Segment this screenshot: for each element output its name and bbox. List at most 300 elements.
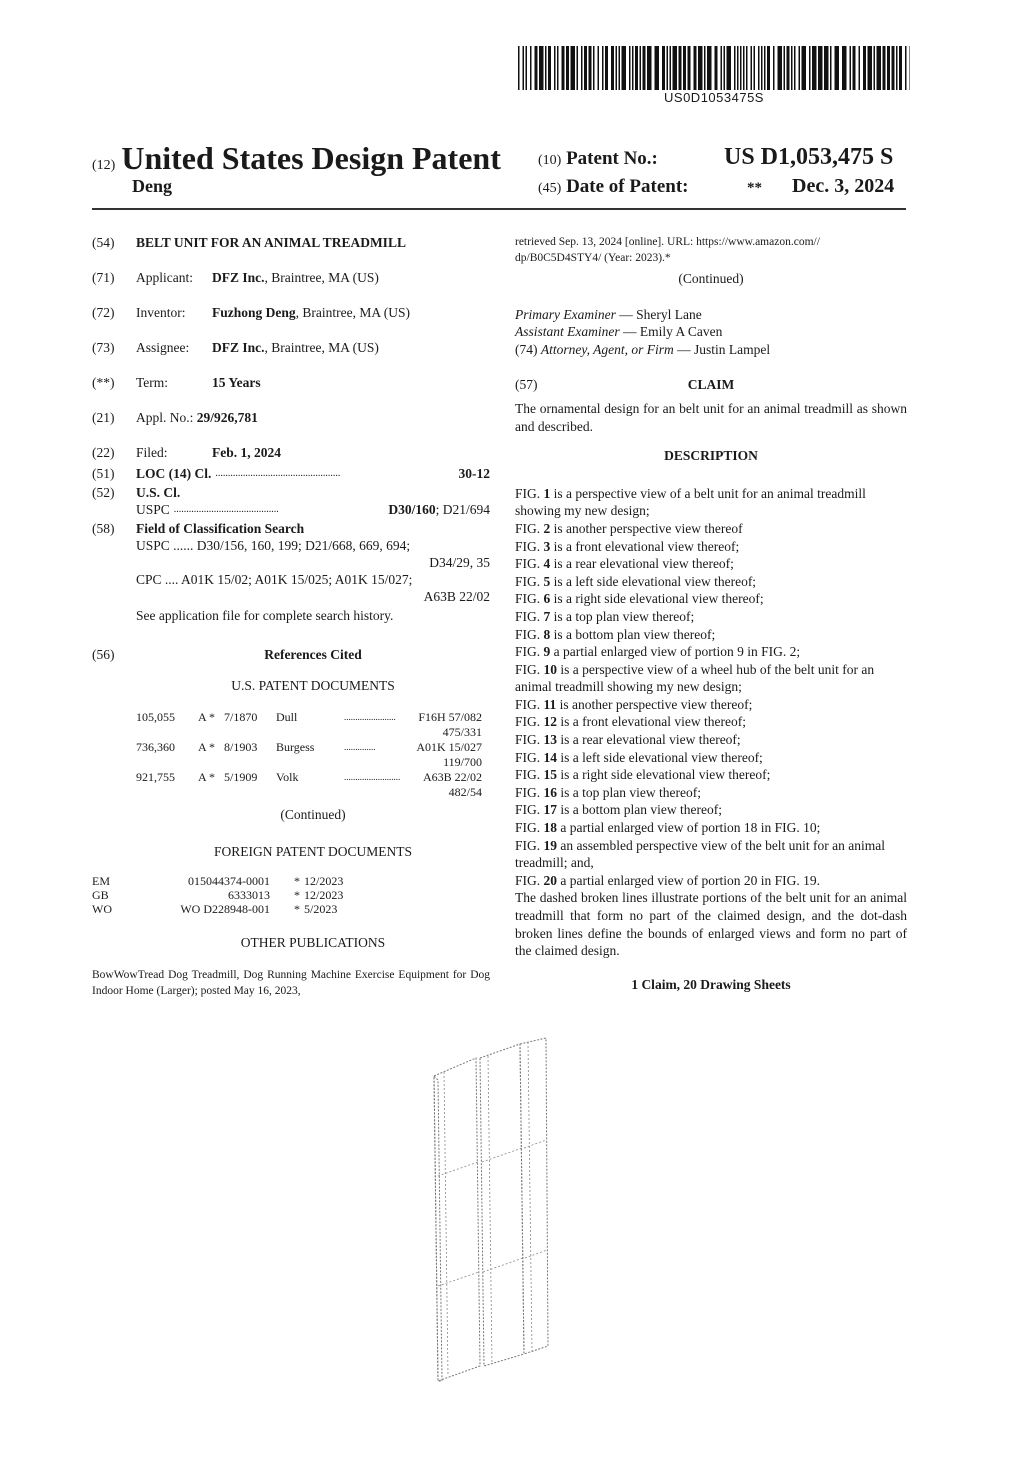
barcode-bar <box>746 46 748 90</box>
fig-prefix: FIG. <box>515 872 544 888</box>
figure-description <box>515 713 907 731</box>
fig-number: 16 <box>543 784 558 800</box>
figure-description <box>515 643 907 661</box>
code-45: (45) <box>538 181 562 196</box>
barcode-bar <box>812 46 817 90</box>
barcode-bar <box>778 46 783 90</box>
citation-marker: * <box>294 902 300 916</box>
barcode-bar <box>535 46 538 90</box>
assignee-location: , Braintree, MA (US) <box>264 340 379 355</box>
barcode-bar <box>616 46 618 90</box>
country-code: WO <box>92 902 112 916</box>
fig-number: 3 <box>543 538 551 554</box>
applicant-name: DFZ Inc. <box>212 270 265 285</box>
belt-inner-line <box>488 1056 492 1364</box>
barcode-bar <box>724 46 726 90</box>
barcode-bar <box>554 46 556 90</box>
doc-class-secondary: 119/700 <box>443 755 482 769</box>
loc-label: LOC (14) Cl. <box>136 466 212 481</box>
field-code: (73) <box>92 340 115 355</box>
loc-field <box>92 465 490 482</box>
other-publications-continued: (Continued) <box>678 271 744 286</box>
figure-description <box>515 784 907 802</box>
us-patent-doc-row <box>136 710 482 725</box>
fig-prefix: FIG. <box>515 802 544 818</box>
fig-number: 12 <box>543 714 558 730</box>
barcode-number: US0D1053475S <box>664 90 764 105</box>
claim-heading-row <box>515 376 907 394</box>
patent-no-label-text: Patent No.: <box>566 148 658 169</box>
field-code: (72) <box>92 305 115 320</box>
field-code: (51) <box>92 466 115 481</box>
barcode-bar <box>655 46 660 90</box>
doc-date: 12/2023 <box>304 874 344 888</box>
fig-number: 17 <box>543 802 558 818</box>
barcode-bar <box>791 46 793 90</box>
barcode-bar <box>734 46 736 90</box>
fig-text: a partial enlarged view of portion 9 in FIG. 2; <box>550 644 801 660</box>
figure-description <box>515 608 907 626</box>
barcode-bar <box>632 46 634 90</box>
claim-text: The ornamental design for an belt unit for an animal treadmill as shown and described. <box>515 400 907 434</box>
barcode-bar <box>548 46 551 90</box>
barcode-bar <box>896 46 898 90</box>
barcode-bar <box>818 46 823 90</box>
barcode-bar <box>905 46 907 90</box>
barcode-bar <box>523 46 525 90</box>
belt-segment-line <box>524 1140 546 1148</box>
belt-inner-line <box>444 1072 448 1376</box>
leader-dots: .............. <box>344 742 376 752</box>
inventor-field <box>92 304 490 321</box>
doc-date: 12/2023 <box>304 888 344 902</box>
barcode-bar <box>859 46 861 90</box>
fig-text: an assembled perspective view of the belt unit for an animal treadmill; and, <box>515 837 886 871</box>
fig-number: 5 <box>543 573 551 589</box>
leader-dots: ......................... <box>344 772 401 782</box>
filed-label: Filed: <box>136 445 168 460</box>
barcode-bar <box>662 46 665 90</box>
field-search-cpc: CPC .... A01K 15/02; A01K 15/025; A01K 15/027; <box>136 572 413 587</box>
barcode-bar <box>698 46 703 90</box>
field-code: (**) <box>92 375 115 390</box>
figure-description <box>515 555 907 573</box>
barcode-bar <box>530 46 532 90</box>
doc-number: 736,360 <box>136 740 175 754</box>
field-search <box>92 520 490 624</box>
barcode-bar <box>877 46 882 90</box>
fig-number: 19 <box>543 837 558 853</box>
barcode-bar <box>679 46 682 90</box>
belt-edge <box>434 1076 442 1381</box>
inventor-location: , Braintree, MA (US) <box>295 305 410 320</box>
fig-prefix: FIG. <box>515 820 544 836</box>
fig-text: is a bottom plan view thereof; <box>550 626 716 642</box>
field-code: (22) <box>92 445 115 460</box>
barcode-bar <box>694 46 697 90</box>
barcode-bar <box>670 46 672 90</box>
title-text: United States Design Patent <box>121 140 501 176</box>
fig-number: 14 <box>543 749 558 765</box>
uspc-label: USPC <box>136 502 170 517</box>
fig-prefix: FIG. <box>515 767 544 783</box>
fig-prefix: FIG. <box>515 556 544 572</box>
fig-text: is a top plan view thereof; <box>550 608 695 624</box>
figure-description <box>515 485 907 520</box>
description-heading: DESCRIPTION <box>664 448 758 464</box>
invention-title: BELT UNIT FOR AN ANIMAL TREADMILL <box>136 235 406 250</box>
barcode-bar <box>566 46 569 90</box>
barcode-bar <box>899 46 902 90</box>
doc-number: 921,755 <box>136 770 175 784</box>
doc-class: A01K 15/027 <box>416 740 482 754</box>
date-of-patent-label <box>538 176 688 198</box>
barcode-bar <box>802 46 807 90</box>
fig-prefix: FIG. <box>515 837 544 853</box>
code-10: (10) <box>538 153 562 168</box>
references-continued: (Continued) <box>280 807 346 822</box>
field-search-cpc-cont: A63B 22/02 <box>423 589 490 604</box>
barcode-bar <box>727 46 732 90</box>
fig-number: 11 <box>543 696 557 712</box>
barcode-bar <box>887 46 890 90</box>
figure-description <box>515 766 907 784</box>
fig-prefix: FIG. <box>515 626 544 642</box>
leader-dots: .................................................. <box>215 468 341 479</box>
field-search-uspc: USPC ...... D30/156, 160, 199; D21/668, 669, 694; <box>136 538 411 553</box>
barcode-bar <box>758 46 760 90</box>
other-publications-heading: OTHER PUBLICATIONS <box>240 935 386 950</box>
claim-heading: CLAIM <box>687 377 735 393</box>
doc-kind: A * <box>198 710 216 724</box>
barcode-bar <box>647 46 652 90</box>
fig-text: is a right side elevational view thereof; <box>550 591 764 607</box>
doc-date: 5/2023 <box>304 902 338 916</box>
fig-prefix: FIG. <box>515 538 544 554</box>
barcode-bar <box>784 46 786 90</box>
fig-prefix: FIG. <box>515 485 544 501</box>
barcode-bar <box>526 46 528 90</box>
doc-date: 7/1870 <box>224 710 258 724</box>
barcode-bar <box>688 46 691 90</box>
field-code: (74) <box>515 341 538 357</box>
figure-description <box>515 626 907 644</box>
applicant-location: , Braintree, MA (US) <box>264 270 379 285</box>
us-patent-docs-heading: U.S. PATENT DOCUMENTS <box>231 678 395 693</box>
barcode-bar <box>557 46 559 90</box>
header-divider <box>92 208 906 210</box>
barcode-bar <box>571 46 576 90</box>
barcode-bar <box>704 46 706 90</box>
barcode-bar <box>824 46 829 90</box>
field-code: (54) <box>92 235 115 250</box>
doc-number: WO D228948-001 <box>180 902 270 916</box>
code-12: (12) <box>92 158 116 173</box>
foreign-patent-doc-row <box>92 902 490 916</box>
belt-segment-line <box>525 1250 547 1258</box>
doc-class-secondary: 482/54 <box>448 785 482 799</box>
barcode-bar <box>562 46 565 90</box>
appl-no-field <box>92 409 490 426</box>
fig-number: 18 <box>543 820 558 836</box>
doc-number: 105,055 <box>136 710 175 724</box>
foreign-patent-doc-row <box>92 888 490 902</box>
barcode-bar <box>850 46 852 90</box>
belt-panel-right <box>520 1038 548 1354</box>
applicant-label: Applicant: <box>136 270 193 285</box>
fig-text: is a top plan view thereof; <box>557 784 701 800</box>
fig-text: is another perspective view thereof; <box>556 696 753 712</box>
foreign-patent-docs-heading: FOREIGN PATENT DOCUMENTS <box>213 844 413 859</box>
barcode-bar <box>577 46 579 90</box>
primary-examiner <box>515 306 907 324</box>
foreign-patent-docs-table <box>92 874 490 916</box>
barcode-bar <box>707 46 712 90</box>
fig-text: is a right side elevational view thereof; <box>557 767 771 783</box>
country-code: EM <box>92 874 110 888</box>
inventor-name: Fuzhong Deng <box>212 305 296 320</box>
fig-prefix: FIG. <box>515 661 544 677</box>
fig-prefix: FIG. <box>515 608 544 624</box>
barcode-bar <box>830 46 832 90</box>
barcode-bar <box>584 46 587 90</box>
figure-description <box>515 696 907 714</box>
us-patent-docs-table <box>136 710 482 800</box>
doc-number: 015044374-0001 <box>188 874 270 888</box>
appl-no-value: 29/926,781 <box>196 410 258 425</box>
fig-number: 8 <box>543 626 551 642</box>
barcode-bar <box>863 46 866 90</box>
right-column <box>515 234 907 993</box>
barcode-bar <box>761 46 763 90</box>
barcode-bar <box>773 46 775 90</box>
leader-dots: .......................................... <box>173 504 279 515</box>
barcode-bar <box>683 46 686 90</box>
figure-description <box>515 661 907 696</box>
barcode-bar <box>640 46 642 90</box>
barcode-bar <box>643 46 646 90</box>
fig-prefix: FIG. <box>515 749 544 765</box>
term-label: Term: <box>136 375 169 390</box>
term-field <box>92 374 490 391</box>
fig-prefix: FIG. <box>515 714 544 730</box>
barcode-bar <box>602 46 604 90</box>
barcode-bar <box>737 46 739 90</box>
field-code: (52) <box>92 485 115 500</box>
us-cl-field <box>92 484 490 518</box>
patent-number-label <box>538 148 658 170</box>
barcode-bar <box>842 46 847 90</box>
fig-text: is a perspective view of a belt unit for an animal treadmill showing my new design; <box>515 485 866 519</box>
doc-number: 6333013 <box>228 888 270 902</box>
figure-description <box>515 837 907 872</box>
uspc-main: D30/160 <box>388 502 436 517</box>
citation-marker: * <box>294 874 300 888</box>
barcode-bar <box>539 46 544 90</box>
references-heading <box>92 646 490 663</box>
uspc-rest: ; D21/694 <box>435 502 490 517</box>
doc-class: F16H 57/082 <box>418 710 482 724</box>
us-patent-doc-row <box>136 740 482 755</box>
representative-drawing <box>424 1036 554 1386</box>
barcode-bar <box>721 46 723 90</box>
field-code: (57) <box>515 377 538 393</box>
primary-examiner-name: — Sheryl Lane <box>615 306 702 322</box>
barcode-bar <box>794 46 796 90</box>
assistant-examiner-name: — Emily A Caven <box>619 324 723 340</box>
doc-class-secondary: 475/331 <box>442 725 482 739</box>
other-publication-continued-text: retrieved Sep. 13, 2024 [online]. URL: https://www.amazon.com// dp/B0C5D4STY4/ (Year: 2023).* <box>515 236 820 264</box>
barcode-bar <box>787 46 790 90</box>
fig-prefix: FIG. <box>515 784 544 800</box>
barcode-bar <box>598 46 600 90</box>
barcode-bar <box>874 46 876 90</box>
field-search-uspc-cont: D34/29, 35 <box>429 555 490 570</box>
doc-kind: A * <box>198 740 216 754</box>
leader-dots: ....................... <box>344 712 396 722</box>
fig-text: is a front elevational view thereof; <box>557 714 746 730</box>
fig-number: 1 <box>543 485 551 501</box>
attorney <box>515 341 907 359</box>
fig-prefix: FIG. <box>515 732 544 748</box>
figure-description <box>515 819 907 837</box>
figure-description <box>515 801 907 819</box>
claims-and-sheets: 1 Claim, 20 Drawing Sheets <box>631 976 791 992</box>
fig-prefix: FIG. <box>515 591 544 607</box>
assignee-name: DFZ Inc. <box>212 340 265 355</box>
doc-name: Burgess <box>276 740 315 754</box>
fig-text: is another perspective view thereof <box>550 520 743 536</box>
date-marker: ** <box>747 180 762 196</box>
figure-description <box>515 749 907 767</box>
barcode-bar <box>767 46 770 90</box>
belt-segment-line <box>438 1272 479 1286</box>
fig-text: a partial enlarged view of portion 20 in FIG. 19. <box>557 872 820 888</box>
belt-panel-middle <box>480 1044 524 1366</box>
figure-description <box>515 872 907 890</box>
barcode-bar <box>589 46 592 90</box>
barcode-bar <box>593 46 595 90</box>
fig-number: 20 <box>543 872 558 888</box>
country-code: GB <box>92 888 109 902</box>
barcode-bar <box>868 46 873 90</box>
barcode-bar <box>910 46 911 90</box>
fig-number: 13 <box>543 732 558 748</box>
us-cl-label: U.S. Cl. <box>136 485 181 500</box>
assignee-label: Assignee: <box>136 340 190 355</box>
inventor-short-name: Deng <box>132 176 172 196</box>
fig-text: is a left side elevational view thereof; <box>550 573 757 589</box>
belt-panel-left <box>434 1058 480 1381</box>
barcode-bar <box>853 46 856 90</box>
fig-text: is a perspective view of a wheel hub of the belt unit for an animal treadmill showing my new design; <box>515 661 875 695</box>
barcode-bar <box>667 46 669 90</box>
doc-name: Volk <box>276 770 299 784</box>
barcode-bar <box>740 46 742 90</box>
assignee-field <box>92 339 490 356</box>
date-label-text: Date of Patent: <box>566 176 689 197</box>
primary-examiner-label: Primary Examiner <box>515 306 616 322</box>
barcode-bar <box>622 46 627 90</box>
field-code: (21) <box>92 410 115 425</box>
barcode-bar <box>619 46 621 90</box>
fig-text: is a rear elevational view thereof; <box>550 556 734 572</box>
barcode-bar <box>629 46 631 90</box>
us-patent-doc-row <box>136 770 482 785</box>
fig-text: a partial enlarged view of portion 18 in FIG. 10; <box>557 820 821 836</box>
belt-inner-line <box>528 1042 532 1352</box>
fig-number: 10 <box>543 661 558 677</box>
barcode-bar <box>605 46 608 90</box>
references-title: References Cited <box>264 647 362 662</box>
loc-value: 30-12 <box>458 466 490 481</box>
attorney-name: — Justin Lampel <box>673 341 771 357</box>
barcode-bar <box>545 46 547 90</box>
assistant-examiner-label: Assistant Examiner <box>515 324 620 340</box>
fig-prefix: FIG. <box>515 520 544 536</box>
barcode-bar <box>754 46 756 90</box>
barcode-bar <box>751 46 753 90</box>
figure-description <box>515 590 907 608</box>
field-code: (56) <box>92 647 115 662</box>
barcode-bar <box>581 46 583 90</box>
appl-no-label: Appl. No.: <box>136 410 194 425</box>
date-of-patent: Dec. 3, 2024 <box>792 175 895 197</box>
fig-number: 6 <box>543 591 551 607</box>
fig-text: is a left side elevational view thereof; <box>557 749 763 765</box>
figure-description <box>515 573 907 591</box>
field-search-label: Field of Classification Search <box>136 521 305 536</box>
attorney-label: Attorney, Agent, or Firm <box>540 341 674 357</box>
barcode-bar <box>743 46 745 90</box>
barcode-bar <box>835 46 840 90</box>
filed-field <box>92 444 490 461</box>
belt-segment-line <box>438 1162 478 1176</box>
fig-number: 15 <box>543 767 558 783</box>
barcode-bar <box>892 46 895 90</box>
doc-class: A63B 22/02 <box>422 770 482 784</box>
fig-number: 4 <box>543 556 551 572</box>
barcode-bar <box>799 46 801 90</box>
barcode-bar <box>764 46 766 90</box>
fig-number: 9 <box>543 644 551 660</box>
figure-description <box>515 538 907 556</box>
term-value: 15 Years <box>212 375 261 390</box>
barcode-bar <box>673 46 678 90</box>
applicant-field <box>92 269 490 286</box>
fig-prefix: FIG. <box>515 696 544 712</box>
doc-date: 8/1903 <box>224 740 258 754</box>
fig-number: 2 <box>543 520 551 536</box>
left-column <box>92 234 490 999</box>
doc-date: 5/1909 <box>224 770 258 784</box>
barcode-bar <box>635 46 638 90</box>
fig-prefix: FIG. <box>515 573 544 589</box>
foreign-patent-doc-row <box>92 874 490 888</box>
fig-number: 7 <box>543 608 551 624</box>
barcode-bar <box>883 46 886 90</box>
doc-name: Dull <box>276 710 298 724</box>
other-publication-text: BowWowTread Dog Treadmill, Dog Running Machine Exercise Equipment for Dog Indoor Home (Larger); posted May 16, 2023, <box>92 969 490 997</box>
barcode-bar <box>715 46 718 90</box>
barcode-bar <box>809 46 811 90</box>
barcode-bar <box>611 46 614 90</box>
fig-prefix: FIG. <box>515 644 544 660</box>
document-title <box>92 140 501 177</box>
description-closing: The dashed broken lines illustrate portions of the belt unit for an animal treadmill that form no part of the claimed design, and the dot-dash broken lines define the bounds of enlarged views and form no part of the claimed design. <box>515 890 907 959</box>
citation-marker: * <box>294 888 300 902</box>
patent-number: US D1,053,475 S <box>724 144 894 170</box>
